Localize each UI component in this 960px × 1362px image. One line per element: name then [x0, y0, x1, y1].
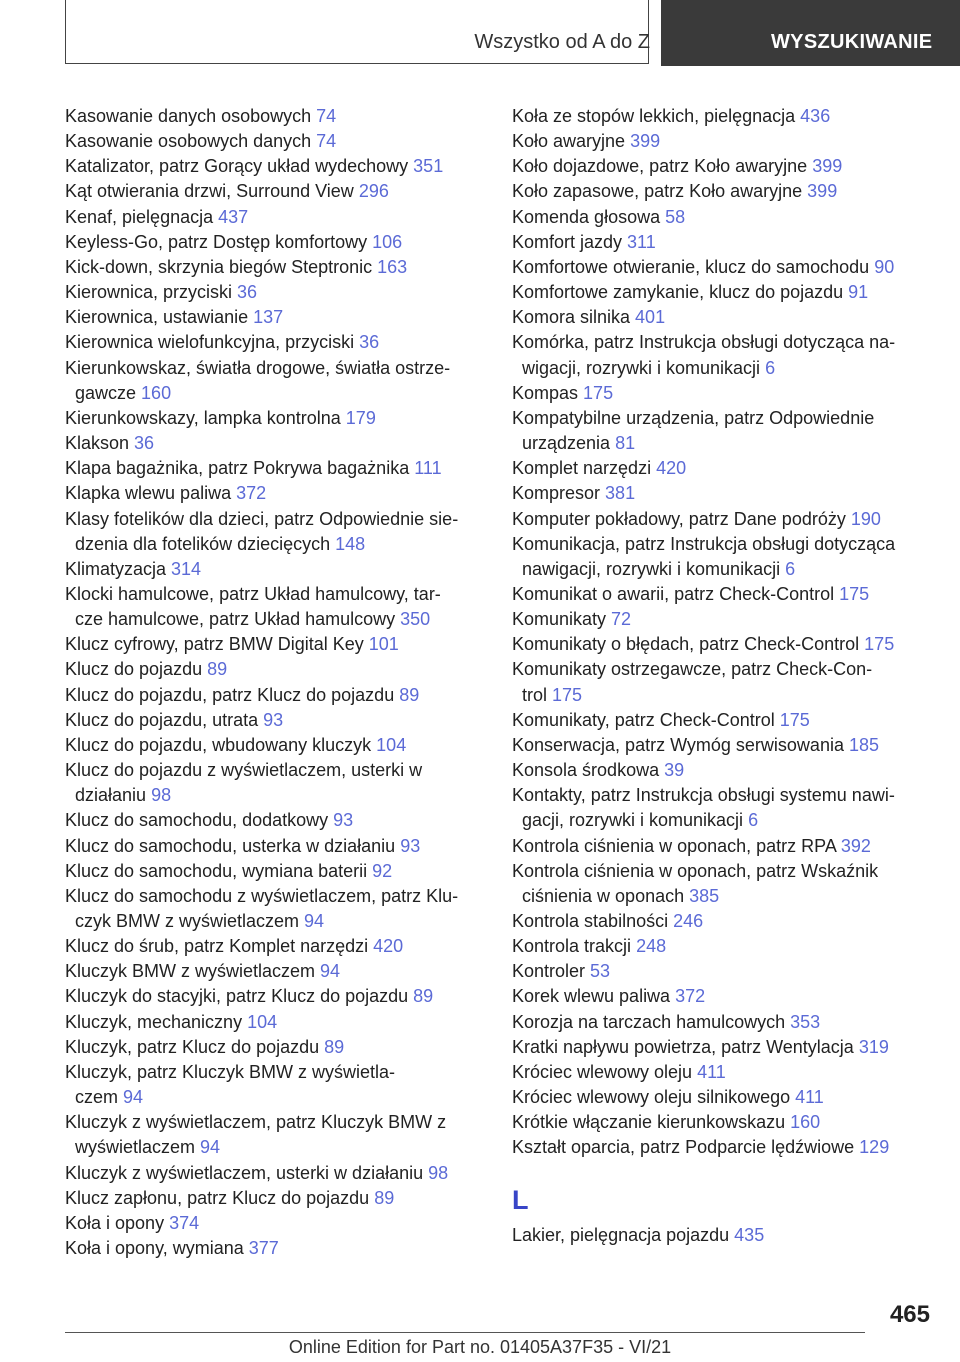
page-number: 465: [889, 1301, 930, 1328]
entry-text: Kluczyk, mechaniczny: [65, 1011, 248, 1032]
page-reference-link[interactable]: 190: [850, 508, 881, 529]
index-entry: [65, 1161, 485, 1186]
index-entry: [65, 1186, 485, 1211]
index-entry: [65, 582, 485, 607]
index-entry: [65, 708, 485, 733]
entry-text: Komunikaty, patrz Check-Control: [512, 709, 780, 730]
index-entry: [512, 1035, 932, 1060]
page-reference-link[interactable]: 104: [376, 734, 407, 755]
page-reference-link[interactable]: 175: [779, 709, 810, 730]
index-entry-continuation: [65, 532, 485, 557]
entry-text: Klocki hamulcowe, patrz Układ hamulcowy, tar‐: [65, 583, 441, 604]
index-entry: [65, 205, 485, 230]
entry-text: Kluczyk, patrz Kluczyk BMW z wyświetla‐: [65, 1061, 396, 1082]
entry-text: Keyless-Go, patrz Dostęp komfortowy: [65, 231, 373, 252]
page-reference-link[interactable]: 411: [697, 1061, 726, 1082]
index-entry: [65, 481, 485, 506]
entry-text: Komunikaty: [512, 609, 612, 630]
index-entry: [65, 507, 485, 532]
page-reference-link[interactable]: 101: [368, 634, 399, 655]
index-entry: [65, 230, 485, 255]
index-entry: [512, 959, 932, 984]
page-reference-link[interactable]: 160: [790, 1112, 821, 1133]
entry-text: Komfortowe otwieranie, klucz do samochodu: [512, 256, 875, 277]
index-entry: [512, 1135, 932, 1160]
page-reference-link[interactable]: 248: [636, 936, 667, 957]
page-reference-link[interactable]: 72: [611, 609, 632, 630]
index-entry: [65, 255, 485, 280]
index-entry: [512, 834, 932, 859]
index-entry-continuation: [512, 884, 932, 909]
page-reference-link[interactable]: 58: [665, 206, 686, 227]
entry-text: trol: [522, 684, 553, 705]
entry-text: Klucz do pojazdu z wyświetlaczem, usterki w: [65, 760, 423, 781]
page-reference-link[interactable]: 36: [359, 332, 380, 353]
entry-text: Kontrola ciśnienia w oponach, patrz RPA: [512, 835, 841, 856]
index-entry: [65, 179, 485, 204]
index-entry-continuation: [512, 808, 932, 833]
entry-text: Kontrola ciśnienia w oponach, patrz Wskaźnik: [512, 860, 879, 881]
entry-text: Koła i opony, wymiana: [65, 1238, 249, 1259]
index-entry: [512, 909, 932, 934]
page-reference-link[interactable]: 93: [333, 810, 354, 831]
entry-text: Kick-down, skrzynia biegów Steptronic: [65, 256, 378, 277]
index-entry: [512, 179, 932, 204]
page-reference-link[interactable]: 435: [734, 1224, 765, 1245]
page-reference-link[interactable]: 399: [812, 156, 843, 177]
entry-text: dzenia dla fotelików dziecięcych: [75, 533, 336, 554]
page-reference-link[interactable]: 399: [630, 131, 661, 152]
index-entry: [65, 758, 485, 783]
index-entry-continuation: [65, 909, 485, 934]
index-entry-continuation: [65, 1135, 485, 1160]
entry-text: Klasy fotelików dla dzieci, patrz Odpowiednie sie‐: [65, 508, 459, 529]
index-entry: [512, 859, 932, 884]
entry-text: Komora silnika: [512, 307, 636, 328]
entry-text: Kontroler: [512, 961, 591, 982]
page-reference-link[interactable]: 436: [800, 106, 831, 126]
entry-text: Komplet narzędzi: [512, 458, 657, 479]
entry-text: Koło awaryjne: [512, 131, 631, 152]
page-reference-link[interactable]: 6: [785, 558, 796, 579]
page-reference-link[interactable]: 106: [372, 231, 403, 252]
page-reference-link[interactable]: 81: [615, 433, 636, 454]
entry-text: Kluczyk z wyświetlaczem, usterki w działaniu: [65, 1162, 429, 1183]
page-reference-link[interactable]: 74: [316, 106, 337, 126]
page-reference-link[interactable]: 6: [765, 357, 776, 378]
index-entry: [65, 1035, 485, 1060]
index-entry: [512, 205, 932, 230]
page-reference-link[interactable]: 163: [377, 256, 408, 277]
index-entry-continuation: [65, 607, 485, 632]
entry-text: Klucz do samochodu, dodatkowy: [65, 810, 334, 831]
index-entry: [512, 280, 932, 305]
entry-text: Katalizator, patrz Gorący układ wydechowy: [65, 156, 414, 177]
page-reference-link[interactable]: 93: [400, 835, 421, 856]
index-entry: [512, 129, 932, 154]
footer-divider: [65, 1332, 865, 1333]
page-reference-link[interactable]: 93: [263, 709, 284, 730]
page-reference-link[interactable]: 90: [874, 256, 895, 277]
page-reference-link[interactable]: 377: [248, 1238, 279, 1259]
index-entry: [512, 657, 932, 682]
page-reference-link[interactable]: 175: [552, 684, 583, 705]
index-entry: [512, 1085, 932, 1110]
section-spacer: [512, 1161, 932, 1175]
index-entry: [65, 884, 485, 909]
index-entry: [512, 632, 932, 657]
entry-text: Kluczyk do stacyjki, patrz Klucz do pojazdu: [65, 986, 414, 1007]
index-entry: [65, 1236, 485, 1261]
index-entry: [512, 330, 932, 355]
entry-text: czyk BMW z wyświetlaczem: [75, 911, 305, 931]
index-entry: [65, 280, 485, 305]
entry-text: Komfortowe zamykanie, klucz do pojazdu: [512, 282, 849, 303]
page-reference-link[interactable]: 311: [627, 231, 656, 252]
entry-text: nawigacji, rozrywki i komunikacji: [522, 558, 786, 579]
entry-text: Kasowanie danych osobowych: [65, 106, 317, 126]
entry-text: Korek wlewu paliwa: [512, 986, 676, 1007]
entry-text: Klucz do samochodu z wyświetlaczem, patrz Klu‐: [65, 885, 459, 906]
index-letter-heading: L: [512, 1184, 529, 1215]
page-reference-link[interactable]: 314: [171, 558, 202, 579]
entry-text: Kierownica, przyciski: [65, 282, 238, 303]
page-reference-link[interactable]: 160: [141, 382, 172, 403]
page-reference-link[interactable]: 89: [374, 1187, 395, 1208]
page-reference-link[interactable]: 39: [664, 760, 685, 781]
page-reference-link[interactable]: 420: [656, 458, 687, 479]
entry-text: Koło dojazdowe, patrz Koło awaryjne: [512, 156, 813, 177]
entry-text: Koła ze stopów lekkich, pielęgnacja: [512, 106, 801, 126]
index-entry: [65, 406, 485, 431]
page-reference-link[interactable]: 89: [207, 659, 228, 680]
entry-text: działaniu: [75, 785, 152, 806]
page-reference-link[interactable]: 53: [590, 961, 611, 982]
entry-text: Kontrola stabilności: [512, 911, 674, 931]
index-entry: [65, 834, 485, 859]
index-entry-continuation: [512, 356, 932, 381]
page-reference-link[interactable]: 381: [605, 483, 636, 504]
index-entry: [65, 154, 485, 179]
page-reference-link[interactable]: 401: [635, 307, 666, 328]
entry-text: Klucz do pojazdu, wbudowany kluczyk: [65, 734, 377, 755]
entry-text: Koła i opony: [65, 1212, 170, 1233]
page-reference-link[interactable]: 351: [413, 156, 444, 177]
entry-text: Kształt oparcia, patrz Podparcie lędźwiowe: [512, 1137, 860, 1158]
index-entry: [65, 356, 485, 381]
page-reference-link[interactable]: 94: [320, 961, 341, 982]
index-entry: [65, 733, 485, 758]
page-reference-link[interactable]: 36: [237, 282, 258, 303]
page-reference-link[interactable]: 89: [413, 986, 434, 1007]
entry-text: Krótkie włączanie kierunkowskazu: [512, 1112, 791, 1133]
entry-text: Konsola środkowa: [512, 760, 665, 781]
entry-text: wigacji, rozrywki i komunikacji: [522, 357, 766, 378]
page-reference-link[interactable]: 185: [848, 734, 880, 755]
entry-text: Klucz do samochodu, wymiana baterii: [65, 860, 373, 881]
index-entry: [512, 532, 932, 557]
index-entry: [65, 431, 485, 456]
index-entry: [65, 557, 485, 582]
entry-text: Kluczyk BMW z wyświetlaczem: [65, 961, 321, 982]
page-reference-link[interactable]: 246: [673, 911, 704, 931]
entry-text: czem: [75, 1087, 124, 1108]
page-reference-link[interactable]: 372: [675, 986, 706, 1007]
index-column-right: [512, 104, 932, 1248]
index-entry: [65, 1211, 485, 1236]
page-reference-link[interactable]: 148: [335, 533, 366, 554]
entry-text: Konserwacja, patrz Wymóg serwisowania: [512, 734, 849, 755]
page-reference-link[interactable]: 437: [218, 206, 249, 227]
page-reference-link[interactable]: 411: [795, 1087, 824, 1108]
entry-text: Korozja na tarczach hamulcowych: [512, 1011, 791, 1032]
index-entry: [512, 104, 932, 129]
page-reference-link[interactable]: 175: [583, 382, 614, 403]
index-entry: [512, 1060, 932, 1085]
page-reference-link[interactable]: 91: [848, 282, 869, 303]
index-entry: [65, 1060, 485, 1085]
index-entry: [512, 708, 932, 733]
index-entry: [65, 456, 485, 481]
entry-text: Komfort jazdy: [512, 231, 628, 252]
entry-text: urządzenia: [522, 433, 616, 454]
entry-text: Kratki napływu powietrza, patrz Wentylacja: [512, 1036, 859, 1057]
index-entry: [512, 607, 932, 632]
index-entry-continuation: [65, 1085, 485, 1110]
entry-text: Kluczyk z wyświetlaczem, patrz Kluczyk BMW z: [65, 1112, 447, 1133]
entry-text: Klucz cyfrowy, patrz BMW Digital Key: [65, 634, 369, 655]
index-entry: [65, 859, 485, 884]
page-reference-link[interactable]: 94: [304, 911, 325, 931]
entry-text: Kompas: [512, 382, 584, 403]
entry-text: Lakier, pielęgnacja pojazdu: [512, 1224, 735, 1245]
page-reference-link[interactable]: 98: [151, 785, 172, 806]
entry-text: Kasowanie osobowych danych: [65, 131, 317, 152]
entry-text: Klimatyzacja: [65, 558, 172, 579]
entry-text: Komunikat o awarii, patrz Check-Control: [512, 583, 840, 604]
page-reference-link[interactable]: 111: [414, 458, 442, 479]
index-entry: [512, 783, 932, 808]
page-reference-link[interactable]: 94: [200, 1137, 221, 1158]
index-entry-continuation: [65, 783, 485, 808]
entry-text: Króciec wlewowy oleju silnikowego: [512, 1087, 796, 1108]
index-entry: [65, 959, 485, 984]
page-reference-link[interactable]: 175: [839, 583, 870, 604]
index-entry: [65, 934, 485, 959]
entry-text: Kierunkowskazy, lampka kontrolna: [65, 407, 346, 428]
page-reference-link[interactable]: 98: [428, 1162, 449, 1183]
index-entry: [65, 1110, 485, 1135]
index-entry: [65, 808, 485, 833]
entry-text: Koło zapasowe, patrz Koło awaryjne: [512, 181, 808, 202]
page-reference-link[interactable]: 353: [790, 1011, 821, 1032]
entry-text: Kompatybilne urządzenia, patrz Odpowiednie: [512, 407, 875, 428]
entry-text: wyświetlaczem: [75, 1137, 201, 1158]
index-entry: [65, 305, 485, 330]
entry-text: Klucz do śrub, patrz Komplet narzędzi: [65, 936, 374, 957]
section-title: Wszystko od A do Z: [474, 31, 650, 53]
entry-text: Króciec wlewowy oleju: [512, 1061, 698, 1082]
index-entry: [512, 758, 932, 783]
page-reference-link[interactable]: 319: [858, 1036, 889, 1057]
page-reference-link[interactable]: 175: [864, 634, 895, 655]
page-reference-link[interactable]: 89: [399, 684, 420, 705]
page-reference-link[interactable]: 6: [748, 810, 759, 831]
entry-text: Kierownica, ustawianie: [65, 307, 254, 328]
page-reference-link[interactable]: 372: [236, 483, 267, 504]
index-entry-continuation: [512, 431, 932, 456]
search-tab-label: WYSZUKIWANIE: [771, 31, 933, 53]
entry-text: Komunikaty o błędach, patrz Check-Control: [512, 634, 865, 655]
index-entry: [512, 507, 932, 532]
page-reference-link[interactable]: 92: [372, 860, 393, 881]
entry-text: Kenaf, pielęgnacja: [65, 206, 219, 227]
page-reference-link[interactable]: 399: [807, 181, 838, 202]
entry-text: Klucz do pojazdu, utrata: [65, 709, 264, 730]
entry-text: gawcze: [75, 382, 142, 403]
page-reference-link[interactable]: 104: [247, 1011, 278, 1032]
entry-text: Komputer pokładowy, patrz Dane podróży: [512, 508, 851, 529]
index-entry: [65, 683, 485, 708]
index-entry: [512, 154, 932, 179]
page-reference-link[interactable]: 137: [253, 307, 284, 328]
index-entry: [512, 582, 932, 607]
page-reference-link[interactable]: 385: [689, 885, 720, 906]
entry-text: gacji, rozrywki i komunikacji: [522, 810, 749, 831]
page-reference-link[interactable]: 94: [123, 1087, 144, 1108]
entry-text: Klapa bagażnika, patrz Pokrywa bagażnika: [65, 458, 415, 479]
index-entry: [512, 305, 932, 330]
index-entry: [65, 1010, 485, 1035]
index-entry: [65, 129, 485, 154]
page-reference-link[interactable]: 74: [316, 131, 337, 152]
index-entry: [512, 733, 932, 758]
page-reference-link[interactable]: 374: [169, 1212, 200, 1233]
page-reference-link[interactable]: 350: [400, 609, 431, 630]
entry-text: Klucz do samochodu, usterka w działaniu: [65, 835, 401, 856]
entry-text: Kąt otwierania drzwi, Surround View: [65, 181, 359, 202]
entry-text: Klucz do pojazdu: [65, 659, 208, 680]
index-entry: [65, 984, 485, 1009]
page-reference-link[interactable]: 129: [859, 1137, 890, 1158]
page-reference-link[interactable]: 179: [345, 407, 376, 428]
index-entry: [512, 406, 932, 431]
entry-text: Komunikacja, patrz Instrukcja obsługi dotycząca: [512, 533, 896, 554]
entry-text: Kontrola trakcji: [512, 936, 637, 957]
entry-text: Kompresor: [512, 483, 606, 504]
entry-text: Komunikaty ostrzegawcze, patrz Check-Con‐: [512, 659, 873, 680]
index-entry: [512, 934, 932, 959]
index-entry: [512, 456, 932, 481]
entry-text: Klakson: [65, 433, 135, 454]
page-header: [0, 0, 960, 66]
entry-text: Klapka wlewu paliwa: [65, 483, 237, 504]
index-entry: [512, 1010, 932, 1035]
index-entry: [512, 381, 932, 406]
index-entry: [65, 104, 485, 129]
entry-text: Klucz do pojazdu, patrz Klucz do pojazdu: [65, 684, 400, 705]
index-entry: [512, 1223, 932, 1248]
index-entry-continuation: [65, 381, 485, 406]
index-entry-continuation: [512, 557, 932, 582]
index-entry: [512, 255, 932, 280]
entry-text: Kierunkowskaz, światła drogowe, światła ostrze‐: [65, 357, 451, 378]
entry-text: Klucz zapłonu, patrz Klucz do pojazdu: [65, 1187, 375, 1208]
search-tab[interactable]: [661, 0, 960, 66]
entry-text: cze hamulcowe, patrz Układ hamulcowy: [75, 609, 401, 630]
index-entry: [65, 632, 485, 657]
entry-text: ciśnienia w oponach: [522, 885, 690, 906]
page-reference-link[interactable]: 296: [358, 181, 389, 202]
index-entry: [512, 481, 932, 506]
index-column-left: [65, 104, 485, 1261]
page-reference-link[interactable]: 36: [134, 433, 155, 454]
entry-text: Komórka, patrz Instrukcja obsługi dotycząca na‐: [512, 332, 896, 353]
entry-text: Kierownica wielofunkcyjna, przyciski: [65, 332, 360, 353]
page-reference-link[interactable]: 392: [840, 835, 871, 856]
index-entry-continuation: [512, 683, 932, 708]
footer-edition: Online Edition for Part no. 01405A37F35 - VI/21: [288, 1337, 672, 1357]
index-entry: [65, 657, 485, 682]
page-reference-link[interactable]: 89: [324, 1036, 345, 1057]
entry-text: Komenda głosowa: [512, 206, 666, 227]
index-entry: [65, 330, 485, 355]
entry-text: Kluczyk, patrz Klucz do pojazdu: [65, 1036, 325, 1057]
entry-text: Kontakty, patrz Instrukcja obsługi systemu nawi‐: [512, 785, 895, 806]
page-reference-link[interactable]: 420: [373, 936, 404, 957]
index-entry: [512, 984, 932, 1009]
index-entry: [512, 230, 932, 255]
index-entry: [512, 1110, 932, 1135]
